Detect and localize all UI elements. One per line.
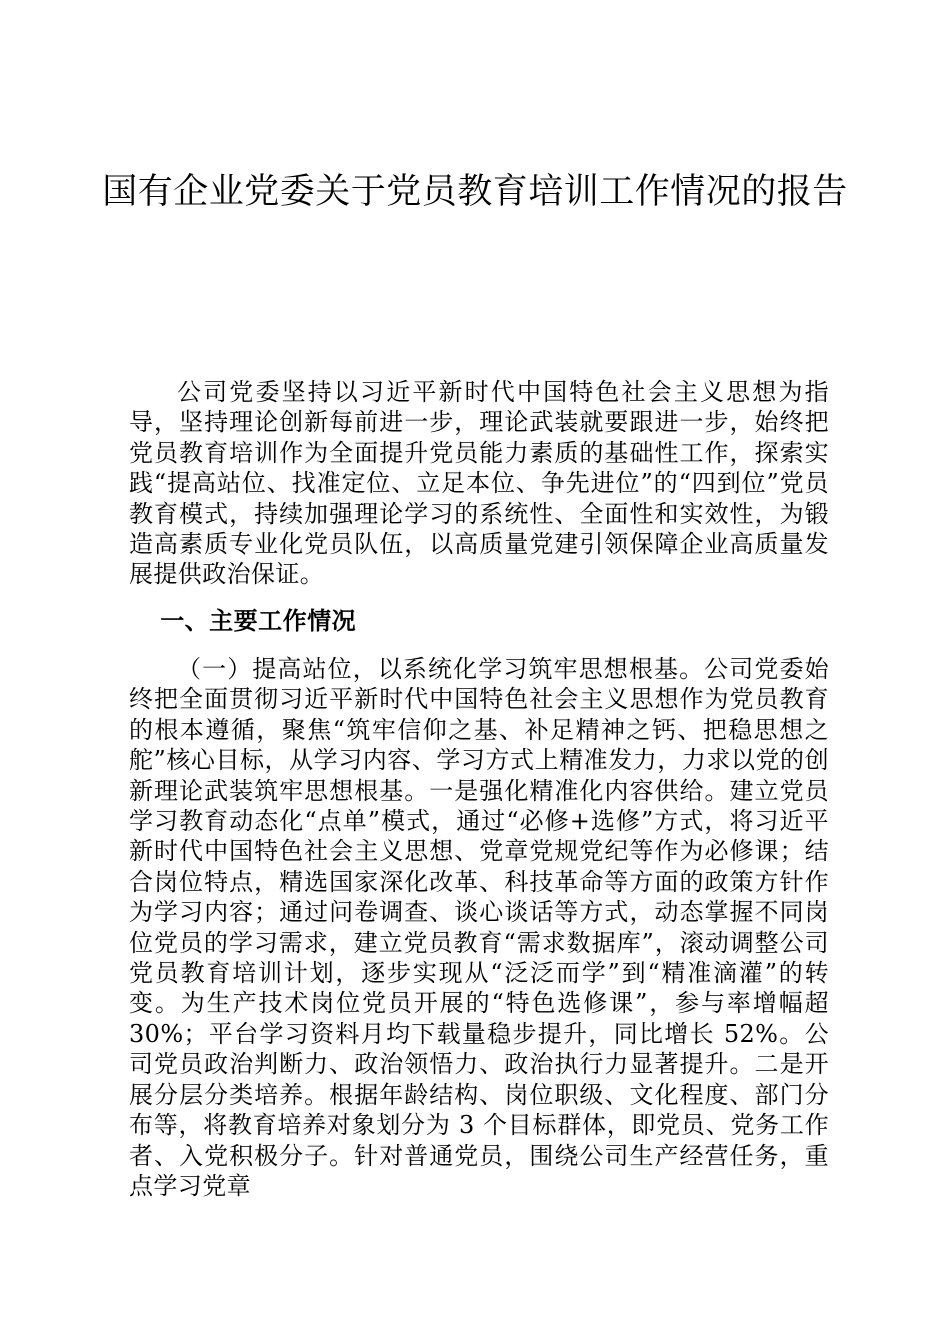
section-heading: 一、主要工作情况	[160, 606, 357, 635]
intro-paragraph: 公司党委坚持以习近平新时代中国特色社会主义思想为指导，坚持理论创新每前进一步，理论武装就要跟进一步，始终把党员教育培训作为全面提升党员能力素质的基础性工作，探索实践“提高站位、找准定位、立足本位、争先进位”的“四到位”党员教育模式，持续加强理论学习的系统性、全面性和实效性，为锻造高素质专业化党员队伍，以高质量党建引领保障企业高质量发展提供政治保证。	[129, 378, 829, 589]
document-title: 国有企业党委关于党员教育培训工作情况的报告	[102, 172, 848, 212]
body-paragraph: （一）提高站位，以系统化学习筑牢思想根基。公司党委始终把全面贯彻习近平新时代中国特色社会主义思想作为党员教育的根本遵循，聚焦“筑牢信仰之基、补足精神之钙、把稳思想之舵”核心目标，从学习内容、学习方式上精准发力，力求以党的创新理论武装筑牢思想根基。一是强化精准化内容供给。建立党员学习教育动态化“点单”模式，通过“必修+选修”方式，将习近平新时代中国特色社会主义思想、党章党规党纪等作为必修课；结合岗位特点，精选国家深化改革、科技革命等方面的政策方针作为学习内容；通过问卷调查、谈心谈话等方式，动态掌握不同岗位党员的学习需求，建立党员教育“需求数据库”，滚动调整公司党员教育培训计划，逐步实现从“泛泛而学”到“精准滴灌”的转变。为生产技术岗位党员开展的“特色选修课”，参与率增幅超 30%；平台学习资料月均下载量稳步提升，同比增长 52%。公司党员政治判断力、政治领悟力、政治执行力显著提升。二是开展分层分类培养。根据年龄结构、岗位职级、文化程度、部门分布等，将教育培养对象划分为 3 个目标群体，即党员、党务工作者、入党积极分子。针对普通党员，围绕公司生产经营任务，重点学习党章	[129, 655, 829, 1200]
